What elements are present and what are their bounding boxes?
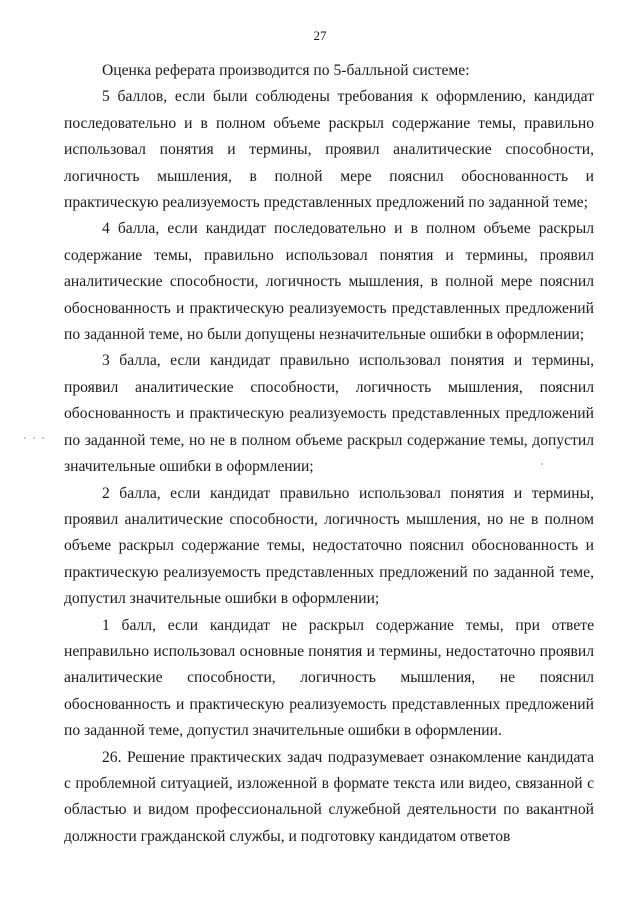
page-number: 27 [313,28,327,43]
paragraph-grade-2: 2 балла, если кандидат правильно использовал понятия и термины, проявил аналитические способности, логичность мышления, но не в полном объеме раскрыл содержание темы, недостаточно пояснил обоснованность и практическую реализуемость представленных предложений по заданной теме, допустил значительные ошибки в оформлении; [64,484,594,608]
scan-speck [42,437,44,439]
paragraph-grade-1: 1 балл, если кандидат не раскрыл содержание темы, при ответе неправильно использовал основные понятия и термины, недостаточно проявил аналитические способности, логичность мышления, не пояснил обоснованность и практическую реализуемость представленных предложений по заданной теме, допустил значительные ошибки в оформлении. [64,616,594,740]
paragraph-section-26: 26. Решение практических задач подразумевает ознакомление кандидата с проблемной ситуацией, изложенной в формате текста или видео, связанной с областью и видом профессиональной служебной деятельности по вакантной должности гражданской службы, и подготовку кандидатом ответов [64,748,594,845]
paragraph-grade-3: 3 балла, если кандидат правильно использовал понятия и термины, проявил аналитические способности, логичность мышления, пояснил обоснованность и практическую реализуемость представленных предложений по заданной теме, но не в полном объеме раскрыл содержание темы, допустил значительные ошибки в оформлении; [64,352,594,476]
paragraph-grade-4: 4 балла, если кандидат последовательно и в полном объеме раскрыл содержание темы, правильно использовал понятия и термины, проявил аналитические способности, логичность мышления, в полной мере пояснил обоснованность и практическую реализуемость представленных предложений по заданной теме, но были допущены незначительные ошибки в оформлении; [64,220,594,344]
paragraph-grade-5: 5 баллов, если были соблюдены требования к оформлению, кандидат последовательно и в полном объеме раскрыл содержание темы, правильно использовал понятия и термины, проявил аналитические способности, логичность мышления, в полной мере пояснил обоснованность и практическую реализуемость представленных предложений по заданной теме; [64,88,594,212]
scan-speck [24,437,26,439]
paragraph-intro: Оценка реферата производится по 5-балльной системе: [102,62,470,79]
document-body [64,58,594,850]
scan-speck [33,437,35,439]
scan-speck [541,463,543,465]
